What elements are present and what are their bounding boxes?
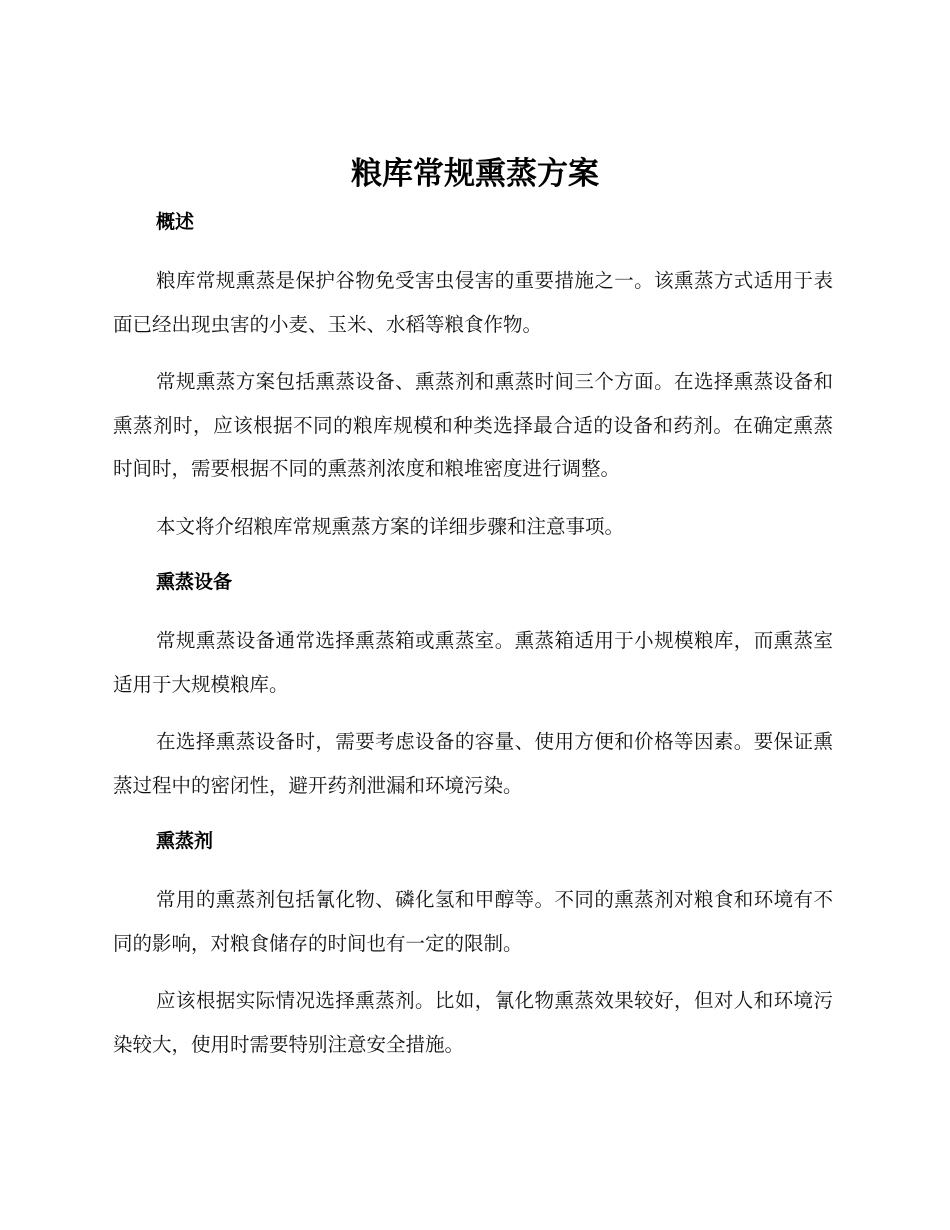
- section-fumigants: [113, 821, 833, 1066]
- paragraph: 常规熏蒸方案包括熏蒸设备、熏蒸剂和熏蒸时间三个方面。在选择熏蒸设备和熏蒸剂时，应该根据不同的粮库规模和种类选择最合适的设备和药剂。在确定熏蒸时间时，需要根据不同的熏蒸剂浓度和粮堆密度进行调整。: [113, 370, 833, 480]
- section-heading: 概述: [156, 211, 195, 233]
- paragraph: 应该根据实际情况选择熏蒸剂。比如，氰化物熏蒸效果较好，但对人和环境污染较大，使用时需要特别注意安全措施。: [113, 989, 833, 1056]
- paragraph: 常规熏蒸设备通常选择熏蒸箱或熏蒸室。熏蒸箱适用于小规模粮库，而熏蒸室适用于大规模粮库。: [113, 629, 833, 696]
- section-heading: 熏蒸剂: [156, 830, 214, 852]
- section-heading: 熏蒸设备: [156, 571, 233, 593]
- paragraph: 粮库常规熏蒸是保护谷物免受害虫侵害的重要措施之一。该熏蒸方式适用于表面已经出现虫害的小麦、玉米、水稻等粮食作物。: [113, 269, 833, 336]
- paragraph: 在选择熏蒸设备时，需要考虑设备的容量、使用方便和价格等因素。要保证熏蒸过程中的密闭性，避开药剂泄漏和环境污染。: [113, 730, 833, 797]
- paragraph: 本文将介绍粮库常规熏蒸方案的详细步骤和注意事项。: [156, 514, 625, 538]
- section-overview: [113, 202, 833, 548]
- section-fumigation-equipment: [113, 562, 833, 807]
- page-title: 粮库常规熏蒸方案: [351, 156, 599, 192]
- document-body: [113, 202, 833, 1080]
- paragraph: 常用的熏蒸剂包括氰化物、磷化氢和甲醇等。不同的熏蒸剂对粮食和环境有不同的影响，对粮食储存的时间也有一定的限制。: [113, 888, 833, 955]
